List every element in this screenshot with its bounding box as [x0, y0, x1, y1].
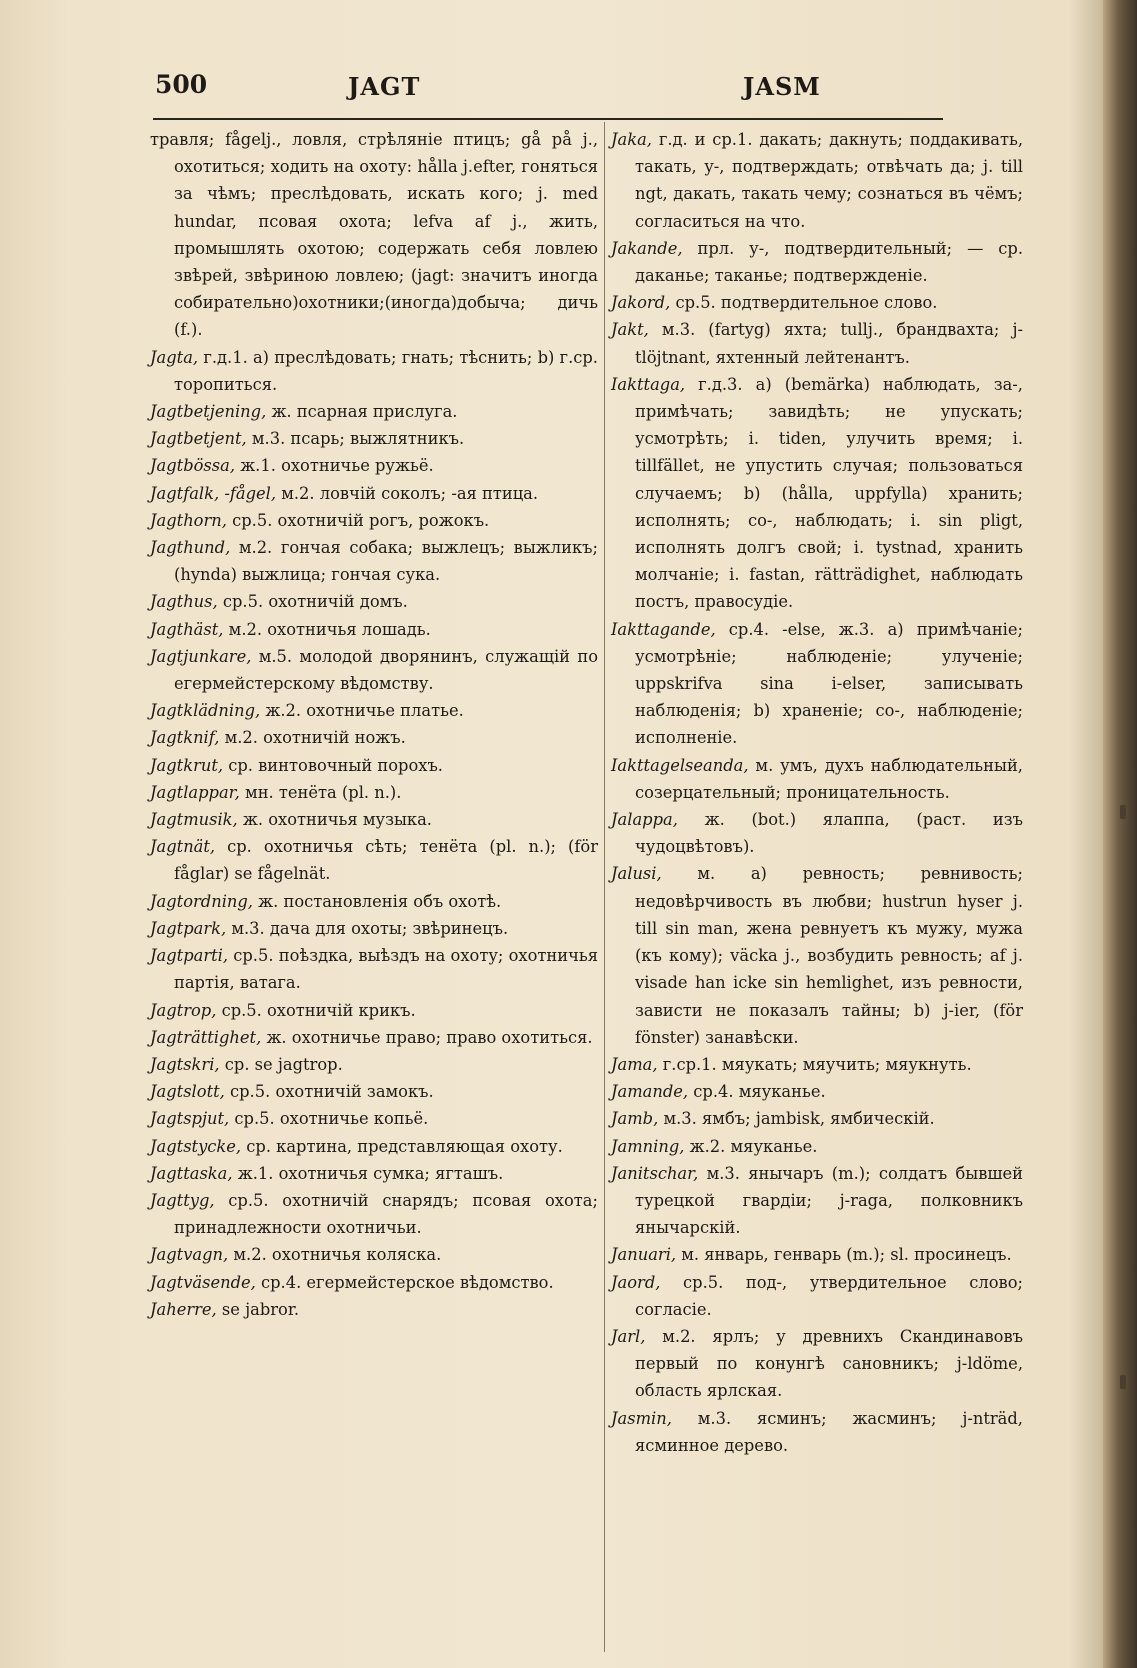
entry-headword: Jagttaska,: [150, 1163, 233, 1183]
dictionary-entry: [150, 534, 598, 588]
entry-headword: Jagthäst,: [150, 619, 224, 639]
dictionary-entry: [150, 888, 598, 915]
entry-definition: ж. охотничье право; право охотиться.: [266, 1027, 593, 1047]
entry-headword: Iakttagelseanda,: [611, 755, 749, 775]
dictionary-entry: [611, 126, 1023, 235]
entry-headword: Jagtbössa,: [150, 456, 236, 476]
entry-headword: Jaord,: [611, 1272, 661, 1292]
dictionary-entry: [150, 1241, 598, 1268]
dictionary-entry: [150, 616, 598, 643]
dictionary-entry: [150, 752, 598, 779]
entry-headword: Jagtordning,: [150, 891, 253, 911]
dictionary-entry: [611, 1160, 1023, 1242]
dictionary-entry: [611, 235, 1023, 289]
entry-definition: м.2. охотничья лошадь.: [228, 619, 431, 639]
dictionary-entry: [150, 915, 598, 942]
entry-headword: Jagtkrut,: [150, 755, 224, 775]
dictionary-entry: [150, 1133, 598, 1160]
entry-headword: Jagtväsende,: [150, 1272, 256, 1292]
dictionary-entry: [611, 1405, 1023, 1459]
entry-definition: м. a) ревность; ревнивость; недовѣрчивость въ любви; hustrun hyser j. till sin man, жена ревнуетъ къ мужу, мужа (къ кому); väcka j., возбудить ревность; af j. visade han icke sin hemlighet, изъ ревности, зависти не показалъ тайны; b) j-ier, (för fönster) занавѣски.: [635, 864, 1023, 1047]
entry-definition: г.д.1. a) преслѣдовать; гнать; тѣснить; b) г.ср. торопиться.: [174, 347, 598, 394]
entry-headword: Jalappa,: [611, 810, 678, 830]
entry-definition: ж.2. охотничье платье.: [265, 701, 464, 721]
entry-headword: Jaherre,: [150, 1299, 217, 1319]
entry-definition: ж. постановленія объ охотѣ.: [258, 891, 502, 911]
entry-definition: м.3. (fartyg) яхта; tullj., брандвахта; j-tlöjtnant, яхтенный лейтенантъ.: [635, 320, 1023, 367]
dictionary-entry: [611, 1078, 1023, 1105]
entry-definition: se jabror.: [221, 1299, 300, 1319]
dictionary-entry: [150, 452, 598, 479]
entry-headword: Jagtklädning,: [150, 701, 261, 721]
entry-definition: ж.1. охотничья сумка; ягташъ.: [237, 1163, 504, 1183]
entry-definition: м. январь, генварь (m.); sl. просинецъ.: [681, 1245, 1012, 1265]
dictionary-entry: [611, 1241, 1023, 1268]
entry-definition: м.2. охотничій ножъ.: [224, 728, 406, 748]
dictionary-entry: [150, 1296, 598, 1323]
dictionary-entry: [611, 1105, 1023, 1132]
dictionary-entry: [150, 806, 598, 833]
entry-definition: м.3. ямбъ; jambisk, ямбическій.: [663, 1109, 935, 1129]
entry-headword: Iakttaga,: [611, 374, 686, 394]
entry-definition: м.2. охотничья коляска.: [233, 1245, 442, 1265]
entry-headword: Jakord,: [611, 293, 671, 313]
dictionary-entry: [150, 588, 598, 615]
edge-marker: [1120, 805, 1126, 819]
page-header: [155, 70, 915, 110]
dictionary-entry: [150, 1160, 598, 1187]
entry-headword: Jagtknif,: [150, 728, 220, 748]
dictionary-entry: [611, 860, 1023, 1050]
entry-definition: м.3. ясминъ; жасминъ; j-nträd, ясминное дерево.: [635, 1408, 1023, 1455]
entry-headword: Jakt,: [611, 320, 649, 340]
entry-definition: ж. псарная прислуга.: [271, 402, 458, 422]
entry-headword: Jalusi,: [611, 864, 662, 884]
dictionary-entry: [150, 425, 598, 452]
entry-definition: ср.4. -else, ж.3. a) примѣчаніе; усмотрѣніе; наблюденіе; улученіе; uppskrifva sina i-elser, записывать наблюденія; b) храненіе; со-, наблюденіе; исполненіе.: [635, 619, 1023, 748]
entry-headword: Jagtslott,: [150, 1082, 225, 1102]
entry-definition: ср.5. поѣздка, выѣздъ на охоту; охотничья партія, ватага.: [174, 946, 598, 993]
dictionary-entry: [150, 344, 598, 398]
entry-definition: м.2. ловчій соколъ; -ая птица.: [281, 483, 539, 503]
entry-headword: Iakttagande,: [611, 619, 716, 639]
dictionary-entry: [150, 1187, 598, 1241]
entry-headword: Jagthus,: [150, 592, 218, 612]
dictionary-entry: [150, 1024, 598, 1051]
entry-headword: Jagtspjut,: [150, 1109, 230, 1129]
column-divider: [604, 122, 605, 1652]
dictionary-entry: [150, 697, 598, 724]
dictionary-entry: [150, 643, 598, 697]
entry-definition: прл. у-, подтвердительный; — ср. даканье; таканье; подтвержденіе.: [635, 238, 1023, 286]
entry-headword: Jagthorn,: [150, 510, 227, 530]
dictionary-entry: [611, 1269, 1023, 1323]
entry-definition: м.3. дача для охоты; звѣринецъ.: [231, 918, 509, 938]
entry-headword: Jamning,: [611, 1136, 685, 1156]
entry-headword: Jagtskri,: [150, 1054, 220, 1074]
entry-definition: ж. (bot.) ялаппа, (раст. изъ чудоцвѣтовъ).: [635, 810, 1023, 857]
dictionary-entry: [150, 480, 598, 507]
dictionary-entry: [611, 1133, 1023, 1160]
entry-definition: ср.4. егермейстерское вѣдомство.: [261, 1272, 554, 1292]
dictionary-entry: [150, 1051, 598, 1078]
entry-definition: ж. охотничья музыка.: [242, 810, 432, 830]
entry-definition: ср. картина, представляющая охоту.: [246, 1136, 563, 1156]
entry-definition: г.д. и ср.1. дакать; дакнуть; поддакивать, такать, у-, подтверждать; отвѣчать да; j. till ngt, дакать, такать чему; сознаться въ чёмъ; согласиться на что.: [635, 130, 1024, 231]
dictionary-entry: [150, 724, 598, 751]
dictionary-entry: [150, 398, 598, 425]
entry-headword: Jagttyg,: [150, 1190, 215, 1210]
dictionary-entry: [611, 1323, 1023, 1405]
entry-headword: Jama,: [611, 1054, 658, 1074]
entry-definition: м.3. янычаръ (m.); солдатъ бывшей турецкой гвардіи; j-raga, полковникъ янычарскій.: [635, 1163, 1023, 1238]
edge-marker: [1120, 1375, 1126, 1389]
entry-headword: Jagtvagn,: [150, 1245, 229, 1265]
entry-definition: ср. se jagtrop.: [224, 1054, 343, 1074]
entry-definition: м.3. псарь; выжлятникъ.: [251, 429, 465, 449]
entry-headword: Jagtrop,: [150, 1000, 217, 1020]
dictionary-entry: [611, 752, 1023, 806]
dictionary-entry: [611, 1051, 1023, 1078]
entry-definition: травля; fågelj., ловля, стрѣляніе птицъ; gå på j., охотиться; ходить на охоту: hålla j.efter, гоняться за чѣмъ; преслѣдовать, искать кого; j. med hundar, псовая охота; lefva af j., жить, промышлять охотою; содержать себя ловлею звѣрей, звѣриною ловлею; (jagt: значитъ иногда собирательно)охотники;(иногда)добыча; дичь (f.).: [150, 130, 598, 340]
entry-definition: г.д.3. a) (bemärka) наблюдать, за-, примѣчать; завидѣть; не упускать; усмотрѣть; i. tiden, улучить время; i. tillfället, не упустить случая; пользоваться случаемъ; b) (hålla, uppfylla) хранить; исполнять; со-, наблюдать; i. sin pligt, исполнять долгъ свой; i. tystnad, хранить молчаніе; i. fastan, rätträdighet, наблюдать постъ, правосудіе.: [635, 374, 1023, 612]
entry-headword: Jaka,: [611, 130, 652, 149]
entry-headword: Jagtstycke,: [150, 1136, 242, 1156]
dictionary-entry: [611, 371, 1023, 616]
dictionary-entry: [611, 316, 1023, 370]
entry-headword: Jagtlappar,: [150, 782, 240, 802]
entry-definition: ср.5. подтвердительное слово.: [675, 293, 938, 313]
dictionary-entry: [611, 806, 1023, 860]
entry-definition: м. умъ, духъ наблюдательный, созерцательный; проницательность.: [635, 755, 1023, 802]
entry-headword: Jagtjunkare,: [150, 646, 252, 666]
entry-headword: Jarl,: [611, 1326, 646, 1346]
entry-headword: Jagträttighet,: [150, 1027, 262, 1047]
entry-definition: ж.1. охотничье ружьё.: [240, 456, 434, 476]
entry-headword: Jamb,: [611, 1109, 659, 1129]
dictionary-entry: [150, 833, 598, 887]
dictionary-entry: [150, 997, 598, 1024]
entry-definition: ср.5. охотничій домъ.: [222, 592, 408, 612]
entry-headword: Jamande,: [611, 1082, 689, 1102]
entry-definition: г.ср.1. мяукать; мяучить; мяукнуть.: [662, 1054, 972, 1074]
entry-headword: Jagtnät,: [150, 837, 216, 857]
entry-definition: ср.5. охотничье копьё.: [234, 1109, 429, 1129]
entry-headword: Jagthund,: [150, 538, 231, 558]
dictionary-entry: [611, 289, 1023, 316]
entry-definition: ж.2. мяуканье.: [689, 1136, 818, 1156]
entry-headword: Jasmin,: [611, 1408, 672, 1428]
entry-definition: ср. охотничья сѣть; тенёта (pl. n.); (för fåglar) se fågelnät.: [174, 837, 598, 884]
dictionary-entry: [150, 126, 598, 344]
entry-definition: мн. тенёта (pl. n.).: [245, 782, 402, 802]
entry-definition: ср.5. охотничій замокъ.: [230, 1082, 434, 1102]
dictionary-entry: [150, 942, 598, 996]
entry-headword: Jagtpark,: [150, 918, 227, 938]
entry-headword: Jagtbetjening,: [150, 402, 267, 422]
left-column: [150, 126, 598, 1323]
entry-definition: м.2. ярлъ; у древнихъ Скандинавовъ первый по конунгѣ сановникъ; j-ldöme, область ярлская.: [635, 1326, 1023, 1401]
right-column: [611, 126, 1023, 1459]
entry-definition: ср.5. охотничій снарядъ; псовая охота; принадлежности охотничьи.: [174, 1190, 598, 1238]
entry-definition: ср.5. охотничій рогъ, рожокъ.: [232, 510, 490, 530]
dictionary-entry: [150, 1105, 598, 1132]
entry-headword: Jakande,: [611, 238, 683, 258]
left-guide-word: JAGT: [348, 72, 421, 101]
entry-headword: Jagtfalk, -fågel,: [150, 483, 277, 503]
header-rule: [153, 118, 943, 120]
dictionary-entry: [150, 1269, 598, 1296]
entry-definition: м.2. гончая собака; выжлецъ; выжликъ; (hynda) выжлица; гончая сука.: [174, 538, 598, 585]
dictionary-entry: [150, 1078, 598, 1105]
dictionary-entry: [150, 507, 598, 534]
entry-headword: Jagtmusik,: [150, 810, 238, 830]
entry-definition: ср.5. под-, утвердительное слово; согласіе.: [635, 1272, 1023, 1319]
entry-definition: ср.4. мяуканье.: [693, 1082, 826, 1102]
entry-headword: Januari,: [611, 1245, 677, 1265]
dictionary-entry: [150, 779, 598, 806]
entry-definition: м.5. молодой дворянинъ, служащій по егермейстерскому вѣдомству.: [174, 646, 598, 694]
entry-headword: Jagta,: [150, 347, 199, 367]
entry-definition: ср.5. охотничій крикъ.: [221, 1000, 416, 1020]
page-number: 500: [155, 70, 208, 99]
entry-headword: Janitschar,: [611, 1163, 699, 1183]
right-guide-word: JASM: [743, 72, 821, 101]
book-spine-shadow: [1103, 0, 1137, 1668]
entry-headword: Jagtbetjent,: [150, 429, 247, 449]
entry-headword: Jagtparti,: [150, 946, 229, 966]
entry-definition: ср. винтовочный порохъ.: [228, 755, 443, 775]
dictionary-entry: [611, 616, 1023, 752]
